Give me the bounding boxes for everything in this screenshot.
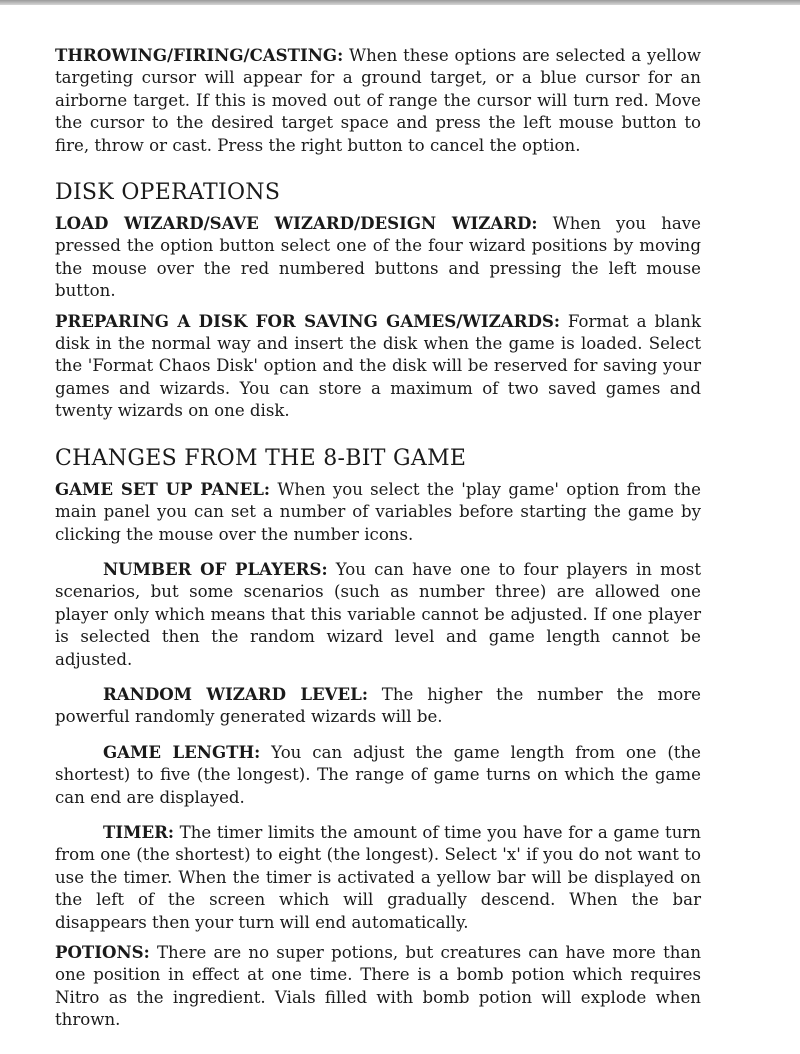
game-setup-text: When you select the 'play game' option from the main panel you can set a number of variables before starting the game by clicking the mouse over the number icons. (55, 479, 701, 544)
potions-paragraph (55, 941, 701, 1032)
load-wizard-paragraph (55, 212, 701, 303)
game-length-text: You can adjust the game length from one (the shortest) to five (the longest). The range of game turns on which the game can end are displayed. (55, 742, 701, 807)
random-wizard-lead: RANDOM WIZARD LEVEL: (103, 683, 368, 704)
players-paragraph (55, 558, 701, 671)
game-setup-paragraph (55, 478, 701, 546)
throwing-text: When these options are selected a yellow targeting cursor will appear for a ground target, or a blue cursor for an airborne target. If this is moved out of range the cursor will turn red. Move the cursor to the desired target space and press the left mouse button to fire, throw or cast. Press the right button to cancel the option. (55, 46, 701, 155)
game-setup-lead: GAME SET UP PANEL: (55, 478, 271, 499)
disk-operations-heading: DISK OPERATIONS (55, 180, 281, 206)
throwing-lead: THROWING/FIRING/CASTING: (55, 45, 344, 65)
preparing-disk-lead: PREPARING A DISK FOR SAVING GAMES/WIZARDS: (55, 310, 560, 331)
players-text: You can have one to four players in most scenarios, but some scenarios (such as number three) are allowed one player only which means that this variable cannot be adjusted. If one player is selected then the random wizard level and game length cannot be adjusted. (55, 559, 701, 669)
random-wizard-paragraph (55, 683, 701, 729)
timer-text: The timer limits the amount of time you have for a game turn from one (the shortest) to eight (the longest). Select 'x' if you do not want to use the timer. When the timer is activated a yellow bar will be displayed on the left of the screen which will gradually descend. When the bar disappears then your turn will end automatically. (55, 822, 701, 932)
potions-text: There are no super potions, but creatures can have more than one position in effect at one time. There is a bomb potion which requires Nitro as the ingredient. Vials filled with bomb potion will explode when thrown. (55, 943, 701, 1030)
page-top-edge (0, 0, 800, 5)
throwing-paragraph (55, 44, 701, 157)
manual-page (55, 44, 701, 1032)
changes-heading: CHANGES FROM THE 8-BIT GAME (55, 445, 467, 471)
preparing-disk-paragraph (55, 310, 701, 423)
players-lead: NUMBER OF PLAYERS: (103, 558, 328, 579)
timer-paragraph (55, 821, 701, 934)
game-length-paragraph (55, 741, 701, 809)
load-wizard-lead: LOAD WIZARD/SAVE WIZARD/DESIGN WIZARD: (55, 213, 538, 234)
load-wizard-text: When you have pressed the option button select one of the four wizard positions by moving the mouse over the red numbered buttons and pressing the left mouse button. (55, 214, 701, 301)
random-wizard-text: The higher the number the more powerful randomly generated wizards will be. (55, 684, 702, 727)
preparing-disk-text: Format a blank disk in the normal way and insert the disk when the game is loaded. Select the 'Format Chaos Disk' option and the disk will be reserved for saving your games and wizards. You can store a maximum of two saved games and twenty wizards on one disk. (55, 311, 702, 421)
timer-lead: TIMER: (103, 821, 175, 842)
game-length-lead: GAME LENGTH: (103, 741, 261, 762)
potions-lead: POTIONS: (55, 942, 150, 962)
